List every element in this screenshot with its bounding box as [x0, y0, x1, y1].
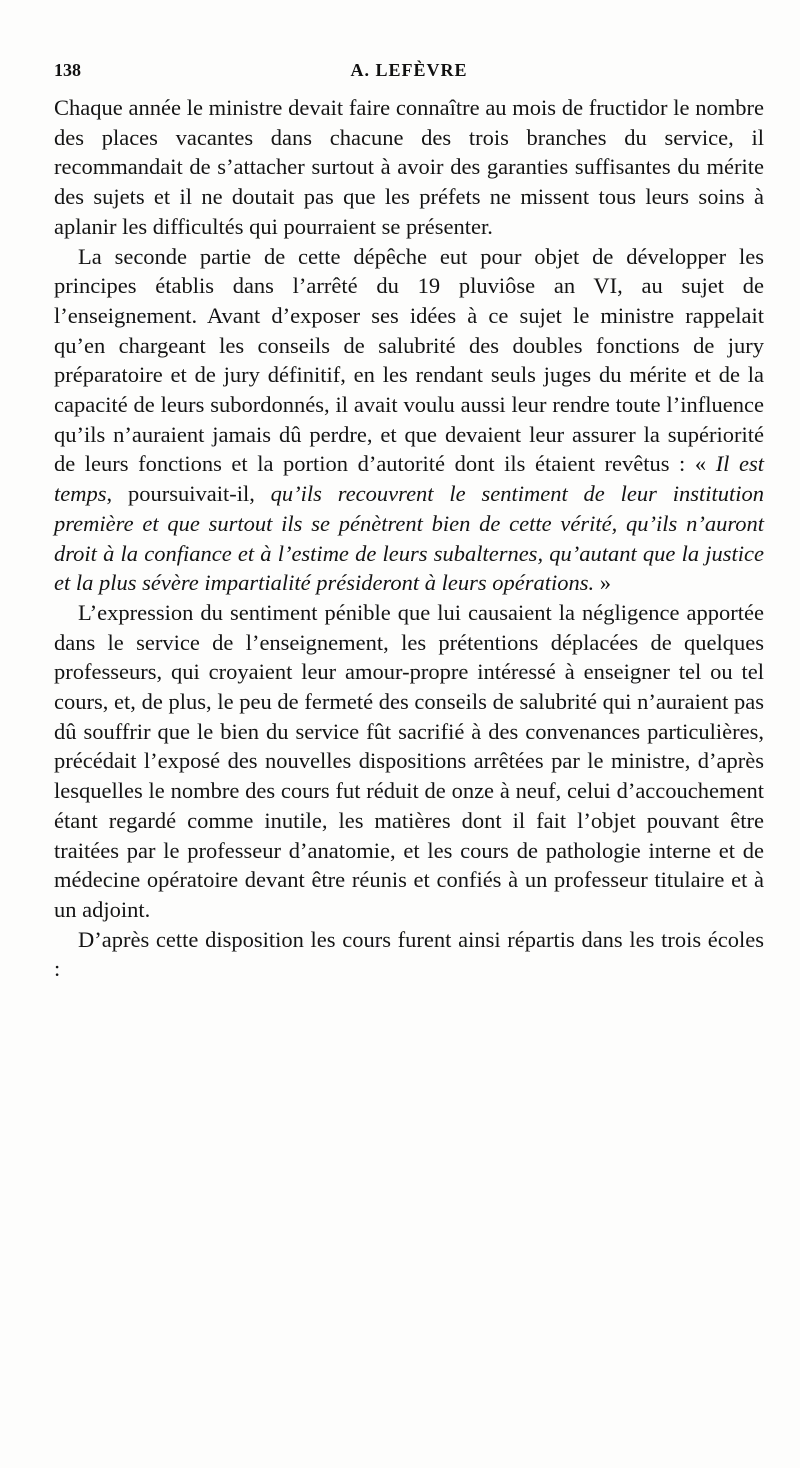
body-text: [54, 93, 764, 984]
paragraph-2-quote-italic-1: Il est temps: [54, 451, 764, 507]
paragraph-2-text-mid: , poursuivait-il,: [106, 481, 271, 507]
paragraph-1: Chaque année le ministre devait faire connaître au mois de fructidor le nombre des places vacantes dans chacune des trois branches du service, il recommandait de s’attacher surtout à avoir des garanties suffisantes du mérite des sujets et il ne doutait pas que les préfets ne missent tous leurs soins à aplanir les difficultés qui pourraient se présenter.: [54, 95, 764, 239]
paragraph-4: D’après cette disposition les cours furent ainsi répartis dans les trois écoles :: [54, 926, 764, 982]
page-header: [54, 60, 764, 90]
page-number: 138: [54, 60, 81, 80]
paragraph-2-quote-italic-2: qu’ils recouvrent le sentiment de leur institution première et que surtout ils se pénètrent bien de cette vérité, qu’ils n’auront droit à la confiance et à l’estime de leurs subalternes, qu’autant que la justice et la plus sévère impartialité présideront à leurs opérations.: [54, 481, 764, 596]
running-title: A. LEFÈVRE: [350, 60, 468, 80]
paragraph-2-text-after: »: [594, 570, 612, 596]
paragraph-3: L’expression du sentiment pénible que lui causaient la négligence apportée dans le service de l’enseignement, les prétentions déplacées de quelques professeurs, qui croyaient leur amour-propre intéressé à enseigner tel ou tel cours, et, de plus, le peu de fermeté des conseils de salubrité qui n’auraient pas dû souffrir que le bien du service fût sacrifié à des convenances particulières, précédait l’exposé des nouvelles dispositions arrêtées par le ministre, d’après lesquelles le nombre des cours fut réduit de onze à neuf, celui d’accouchement étant regardé comme inutile, les matières dont il fait l’objet pouvant être traitées par le professeur d’anatomie, et les cours de pathologie interne et de médecine opératoire devant être réunis et confiés à un professeur titulaire et à un adjoint.: [54, 599, 764, 922]
paragraph-2-text-before: La seconde partie de cette dépêche eut pour objet de développer les principes établis dans l’arrêté du 19 pluviôse an VI, au sujet de l’enseignement. Avant d’exposer ses idées à ce sujet le ministre rappelait qu’en chargeant les conseils de salubrité des doubles fonctions de jury préparatoire et de jury définitif, en les rendant seuls juges du mérite et de la capacité de leurs subordonnés, il avait voulu aussi leur rendre toute l’influence qu’ils n’auraient jamais dû perdre, et que devaient leur assurer la supériorité de leurs fonctions et la portion d’autorité dont ils étaient revêtus : «: [54, 243, 764, 477]
paragraph-2: [54, 242, 764, 598]
